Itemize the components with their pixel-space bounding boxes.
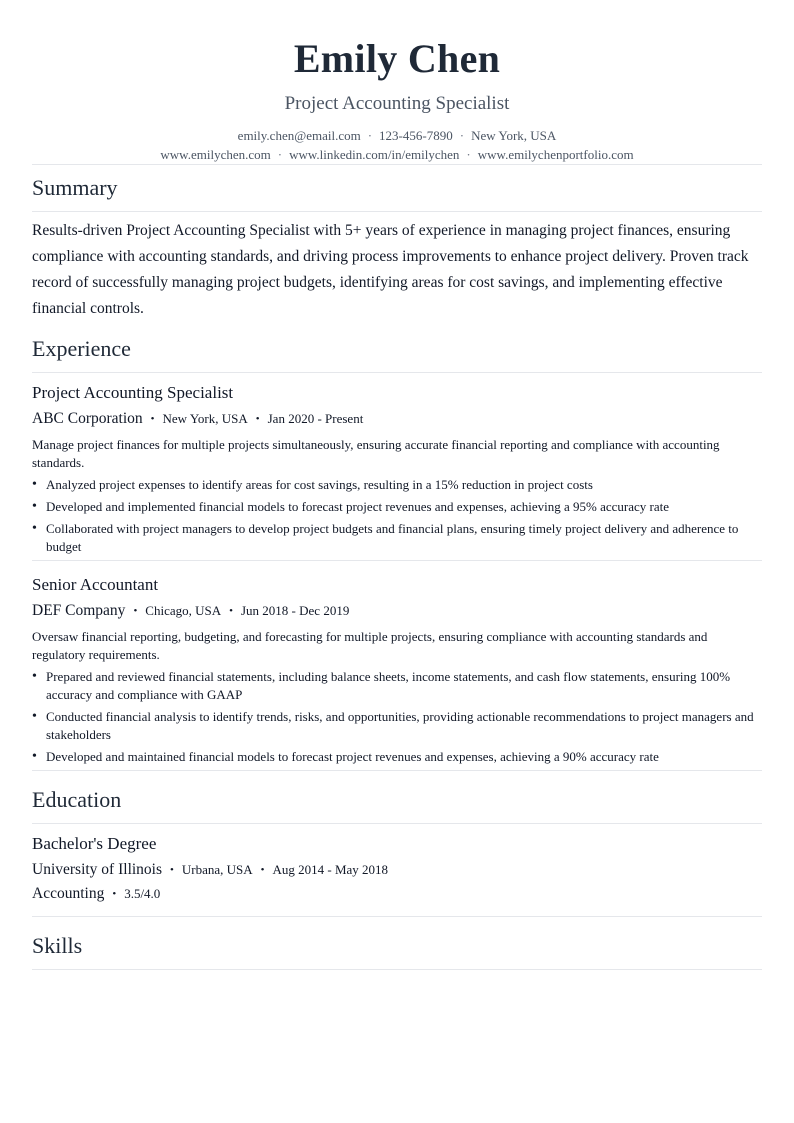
- company-name: DEF Company: [32, 602, 126, 619]
- meta-separator: •: [133, 605, 138, 617]
- candidate-headline: Project Accounting Specialist: [284, 93, 510, 114]
- meta-separator: •: [170, 864, 174, 876]
- achievement-item: • Conducted financial analysis to identify trends, risks, and opportunities, providing actionable recommendations to project managers and stakeholders: [32, 708, 762, 744]
- education-entry: [32, 824, 762, 917]
- meta-separator: •: [260, 864, 265, 876]
- contact-line-links: [32, 145, 762, 164]
- email-link[interactable]: emily.chen@email.com: [237, 128, 361, 143]
- resume-page: [32, 0, 762, 970]
- achievement-item: • Developed and implemented financial models to forecast project revenues and expenses, achieving a 95% accuracy rate: [32, 498, 762, 516]
- job-description: Oversaw financial reporting, budgeting, and forecasting for multiple projects, ensuring compliance with accounting standards and regulatory requirements.: [32, 629, 708, 662]
- summary-text: Results-driven Project Accounting Specialist with 5+ years of experience in managing project finances, ensuring compliance with accounting standards, and driving process improvements to enhance project delivery. Proven track record of successfully managing project budgets, identifying areas for cost savings, and implementing effective financial controls.: [32, 222, 749, 317]
- education-dates: Aug 2014 - May 2018: [272, 862, 389, 877]
- job-description: Manage project finances for multiple projects simultaneously, ensuring accurate financial reporting and compliance with accounting standards.: [32, 437, 720, 470]
- contact-separator: ·: [466, 147, 471, 162]
- experience-entry: [32, 561, 762, 771]
- job-meta: [32, 600, 762, 622]
- education-meta: [32, 859, 762, 881]
- meta-separator: •: [229, 605, 233, 617]
- website-link[interactable]: www.emilychen.com: [160, 147, 271, 162]
- contact-line-primary: [32, 126, 762, 145]
- achievement-item: • Analyzed project expenses to identify areas for cost savings, resulting in a 15% reduction in project costs: [32, 476, 762, 494]
- institution-name: University of Illinois: [32, 861, 163, 878]
- field-of-study: Accounting: [32, 885, 105, 902]
- candidate-name: Emily Chen: [293, 36, 501, 81]
- entry-divider: [32, 770, 762, 771]
- location-text: New York, USA: [471, 128, 557, 143]
- degree-name: Bachelor's Degree: [32, 834, 157, 853]
- entry-divider: [32, 916, 762, 917]
- job-dates: Jun 2018 - Dec 2019: [241, 603, 350, 618]
- job-location: Chicago, USA: [145, 603, 222, 618]
- education-field-meta: [32, 883, 762, 905]
- education-heading: Education: [32, 787, 122, 812]
- job-title: Project Accounting Specialist: [32, 383, 234, 402]
- achievement-list: [32, 476, 762, 556]
- achievement-item: • Prepared and reviewed financial statements, including balance sheets, income statements, and cash flow statements, ensuring 100% accuracy and compliance with GAAP: [32, 668, 762, 704]
- summary-heading: Summary: [32, 175, 118, 200]
- contact-separator: ·: [367, 128, 373, 143]
- gpa-value: 3.5/4.0: [124, 886, 161, 901]
- header-divider: [32, 164, 762, 165]
- job-meta: [32, 408, 762, 430]
- experience-heading: Experience: [32, 336, 131, 361]
- linkedin-link[interactable]: www.linkedin.com/in/emilychen: [289, 147, 460, 162]
- job-title: Senior Accountant: [32, 575, 159, 594]
- section-divider: [32, 969, 762, 970]
- section-divider: [32, 211, 762, 212]
- meta-separator: •: [112, 888, 117, 900]
- job-location: New York, USA: [162, 411, 248, 426]
- company-name: ABC Corporation: [32, 410, 143, 427]
- experience-entry: [32, 373, 762, 561]
- portfolio-link[interactable]: www.emilychenportfolio.com: [477, 147, 634, 162]
- contact-separator: ·: [459, 128, 465, 143]
- achievement-item: • Collaborated with project managers to develop project budgets and financial plans, ensuring timely project delivery and adherence to budget: [32, 520, 762, 556]
- achievement-item: • Developed and maintained financial models to forecast project revenues and expenses, achieving a 90% accuracy rate: [32, 748, 762, 766]
- phone-number: 123-456-7890: [379, 128, 453, 143]
- job-dates: Jan 2020 - Present: [267, 411, 364, 426]
- institution-location: Urbana, USA: [181, 862, 253, 877]
- meta-separator: •: [150, 413, 155, 425]
- skills-heading: Skills: [32, 933, 83, 958]
- meta-separator: •: [255, 413, 260, 425]
- contact-separator: ·: [277, 147, 283, 162]
- achievement-list: [32, 668, 762, 766]
